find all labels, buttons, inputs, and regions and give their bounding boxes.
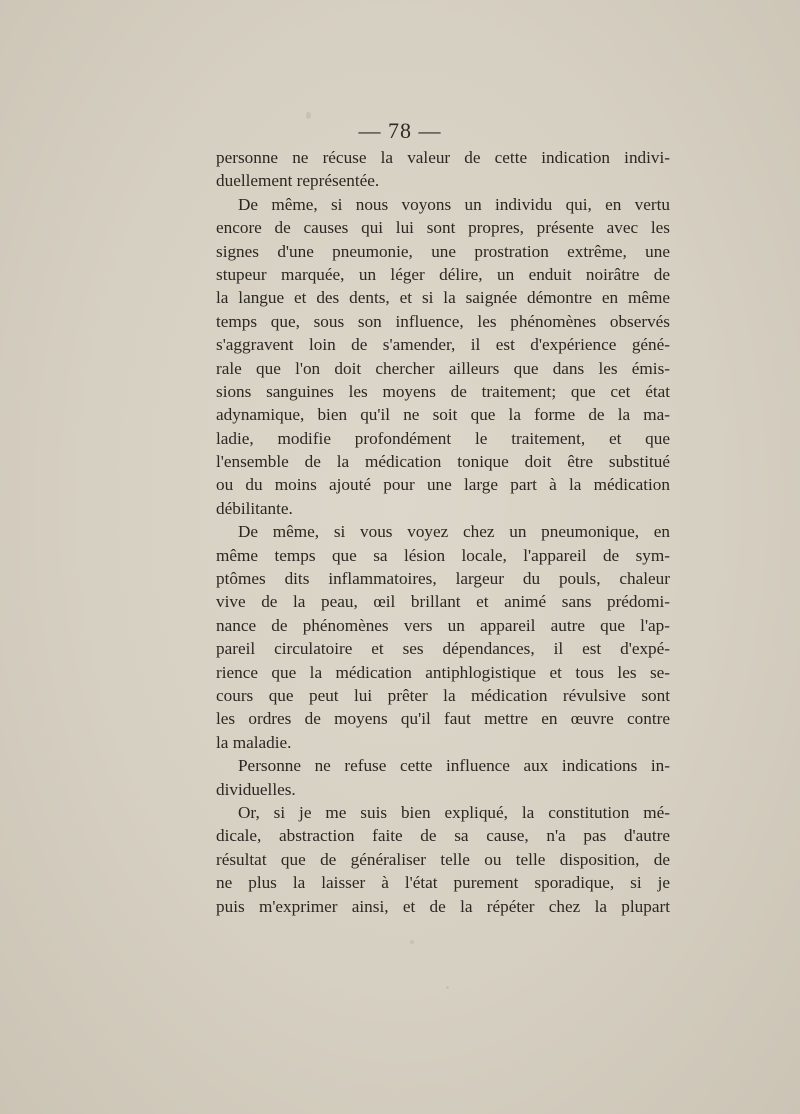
- text-line: puis m'exprimer ainsi, et de la répéter chez la plupart: [216, 896, 670, 916]
- text-line: résultat que de généraliser telle ou telle disposition, de: [216, 849, 670, 869]
- text-line: De même, si nous voyons un individu qui, en vertu: [238, 194, 670, 214]
- text-line: même temps que sa lésion locale, l'appareil de sym-: [216, 545, 670, 565]
- text-line: pareil circulatoire et ses dépendances, il est d'expé-: [216, 639, 670, 659]
- paper-stain: [446, 986, 449, 989]
- text-line: dividuelles.: [216, 779, 296, 799]
- text-line: vive de la peau, œil brillant et animé sans prédomi-: [216, 592, 670, 612]
- text-line: Or, si je me suis bien expliqué, la constitution mé-: [238, 802, 670, 822]
- text-line: ou du moins ajouté pour une large part à la médication: [216, 475, 670, 495]
- text-line: sions sanguines les moyens de traitement; que cet état: [216, 381, 670, 401]
- text-line: adynamique, bien qu'il ne soit que la forme de la ma-: [216, 405, 670, 425]
- text-line: encore de causes qui lui sont propres, présente avec les: [216, 218, 670, 238]
- text-line: la maladie.: [216, 732, 292, 752]
- text-line: s'aggravent loin de s'amender, il est d'expérience géné-: [216, 335, 670, 355]
- text-line: rience que la médication antiphlogistique et tous les se-: [216, 662, 670, 682]
- text-line: stupeur marquée, un léger délire, un enduit noirâtre de: [216, 264, 670, 284]
- text-line: personne ne récuse la valeur de cette indication indivi-: [216, 148, 670, 167]
- text-line: dicale, abstraction faite de sa cause, n'a pas d'autre: [216, 826, 670, 846]
- text-line: ne plus la laisser à l'état purement sporadique, si je: [216, 873, 670, 893]
- text-line: cours que peut lui prêter la médication révulsive sont: [216, 685, 670, 705]
- text-line: temps que, sous son influence, les phénomènes observés: [216, 311, 670, 331]
- text-line: ladie, modifie profondément le traitement, et que: [216, 428, 670, 448]
- text-line: débilitante.: [216, 498, 293, 518]
- page-number: — 78 —: [358, 118, 442, 143]
- paper-stain: [410, 940, 414, 944]
- text-line: rale que l'on doit chercher ailleurs que dans les émis-: [216, 358, 670, 378]
- body-text: [216, 146, 670, 918]
- text-line: ptômes dits inflammatoires, largeur du pouls, chaleur: [216, 569, 670, 589]
- text-line: les ordres de moyens qu'il faut mettre en œuvre contre: [216, 709, 670, 729]
- text-line: nance de phénomènes vers un appareil autre que l'ap-: [216, 615, 670, 635]
- text-line: signes d'une pneumonie, une prostration extrême, une: [216, 241, 670, 261]
- text-line: duellement représentée.: [216, 171, 380, 191]
- text-line: l'ensemble de la médication tonique doit être substitué: [216, 452, 670, 472]
- text-line: De même, si vous voyez chez un pneumonique, en: [238, 522, 670, 542]
- text-line: Personne ne refuse cette influence aux indications in-: [238, 756, 670, 776]
- text-line: la langue et des dents, et si la saignée démontre en même: [216, 288, 670, 308]
